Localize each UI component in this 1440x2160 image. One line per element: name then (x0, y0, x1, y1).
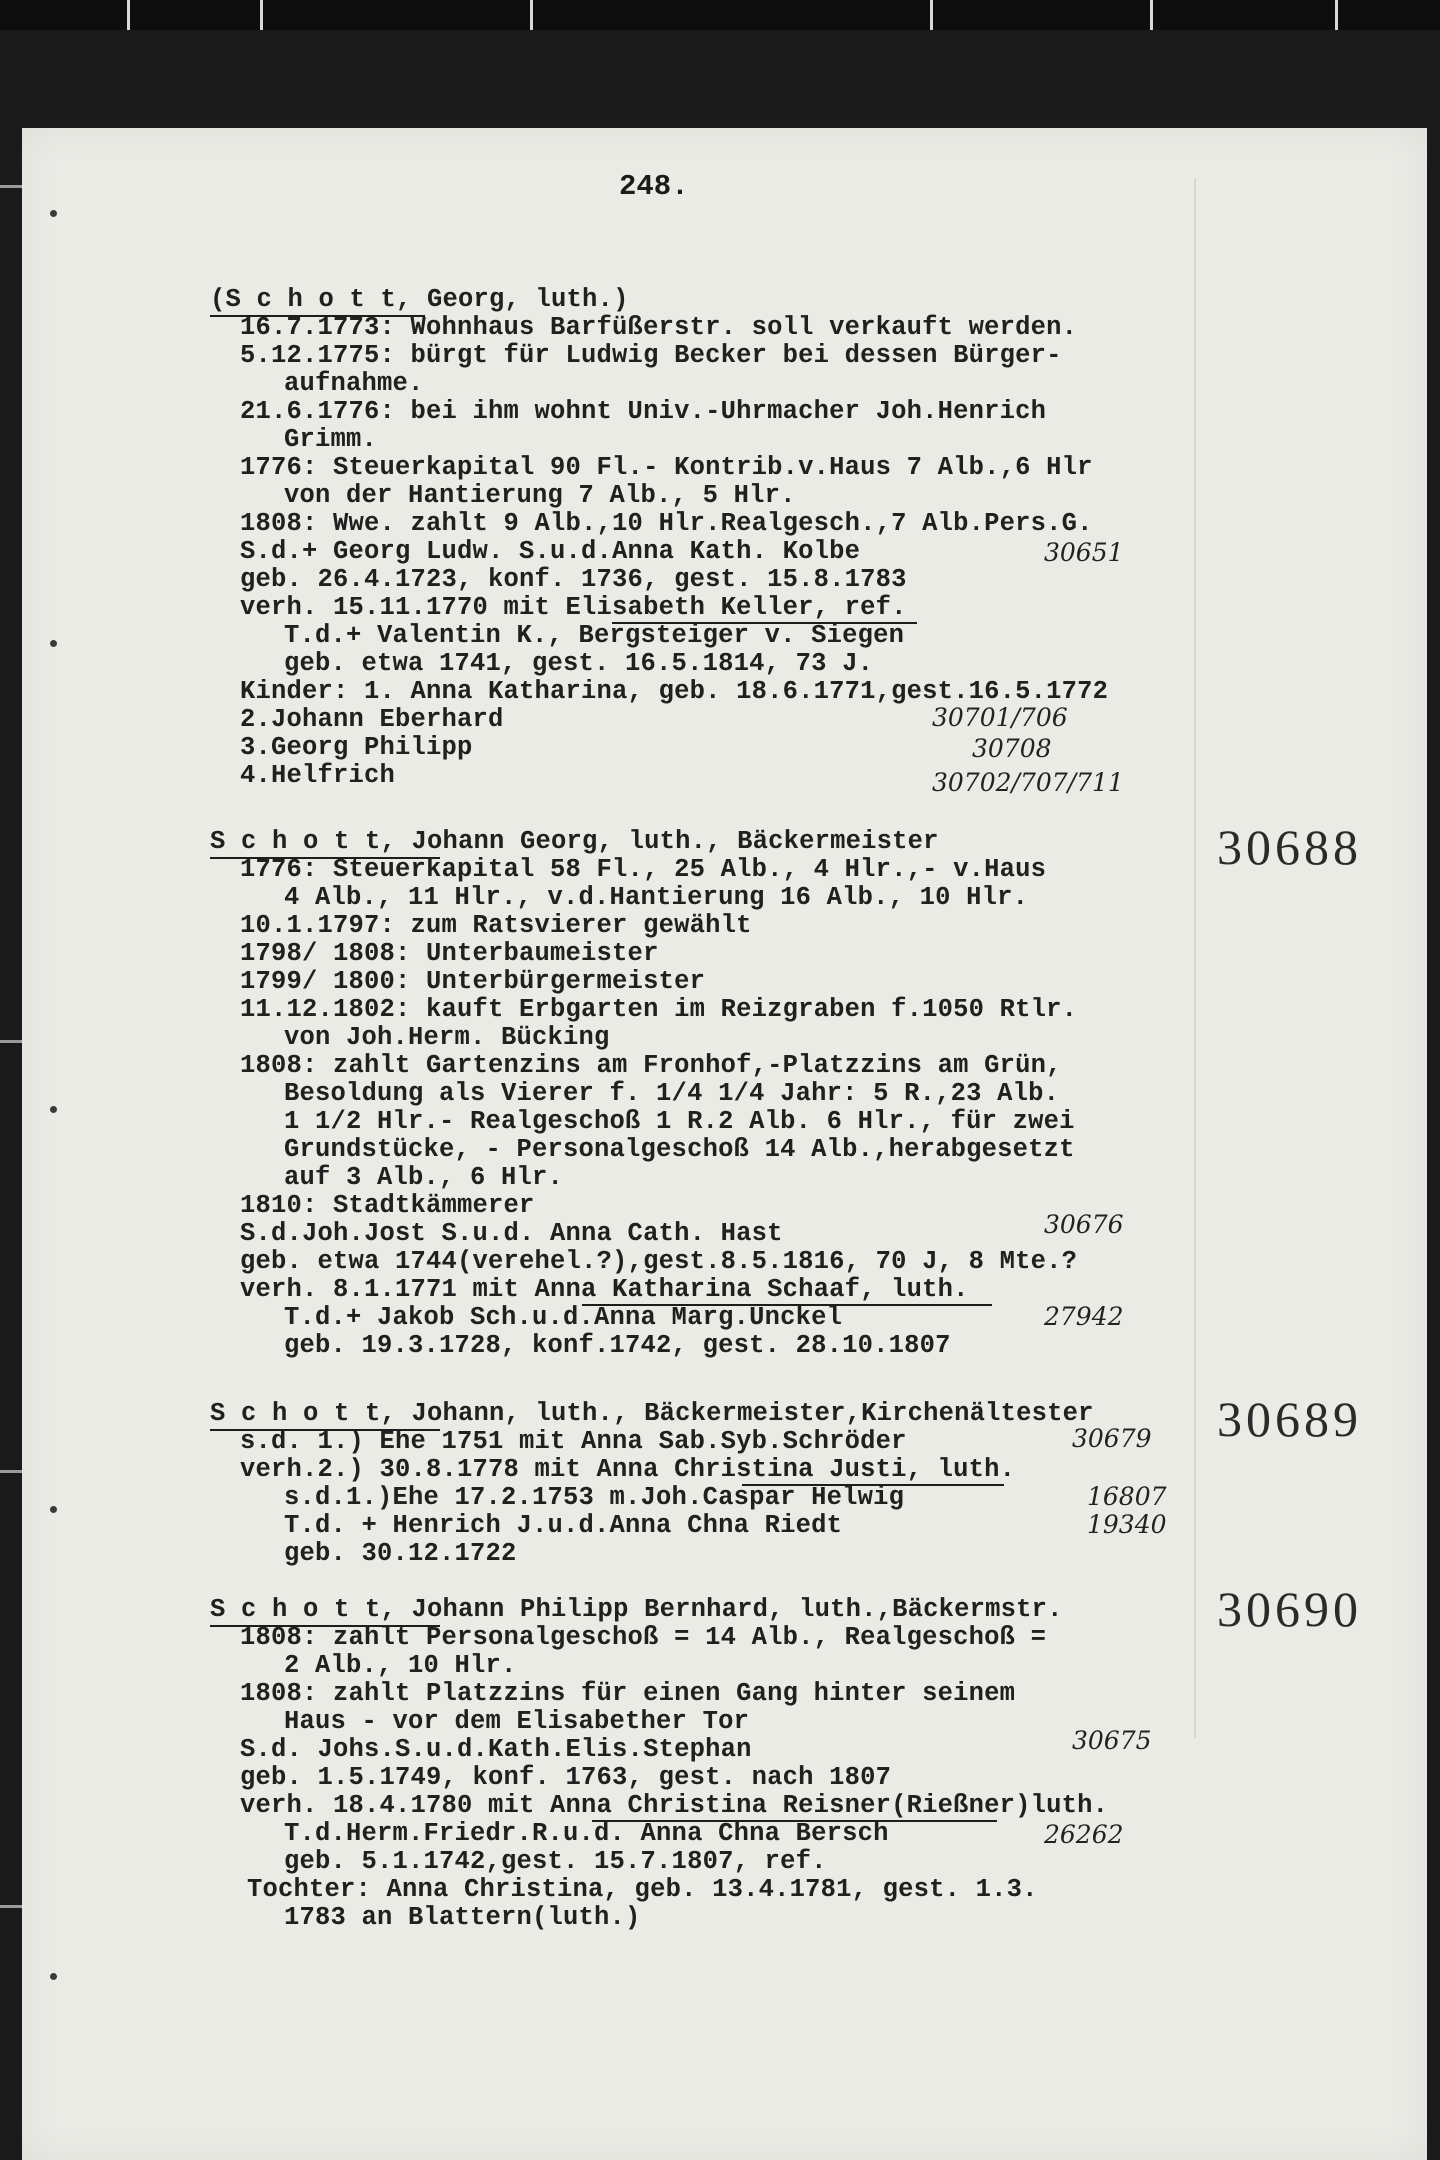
entry-line: T.d.+ Valentin K., Bergsteiger v. Siegen (284, 621, 905, 650)
entry-line: Tochter: Anna Christina, geb. 13.4.1781, gest. 1.3. (247, 1875, 1038, 1904)
entry-line: Haus - vor dem Elisabether Tor (284, 1707, 750, 1736)
entry-line: geb. 19.3.1728, konf.1742, gest. 28.10.1807 (284, 1331, 951, 1360)
entry-line: 1 1/2 Hlr.- Realgeschoß 1 R.2 Alb. 6 Hlr., für zwei (284, 1107, 1075, 1136)
entry-line: 1783 an Blattern(luth.) (284, 1903, 641, 1932)
entry-line: s.d.1.)Ehe 17.2.1753 m.Joh.Caspar Helwig (284, 1483, 905, 1512)
edge-mark (0, 1470, 22, 1473)
entry-line: 4 Alb., 11 Hlr., v.d.Hantierung 16 Alb., 10 Hlr. (284, 883, 1029, 912)
entry-id: 30688 (1217, 819, 1362, 875)
entry-line: von Joh.Herm. Bücking (284, 1023, 610, 1052)
entry-line: 1808: Wwe. zahlt 9 Alb.,10 Hlr.Realgesch.,7 Alb.Pers.G. (240, 509, 1093, 538)
entry-line: 2.Johann Eberhard (240, 705, 504, 734)
entry-line: 1799/ 1800: Unterbürgermeister (240, 967, 706, 996)
entry-line: T.d.Herm.Friedr.R.u.d. Anna Chna Bersch (284, 1819, 889, 1848)
entry-line: auf 3 Alb., 6 Hlr. (284, 1163, 564, 1192)
page-fold-line (1194, 178, 1196, 1738)
entry-line: s.d. 1.) Ehe 1751 mit Anna Sab.Syb.Schröder (240, 1427, 907, 1456)
entry-line: 1798/ 1808: Unterbaumeister (240, 939, 659, 968)
entry-line: Besoldung als Vierer f. 1/4 1/4 Jahr: 5 R.,23 Alb. (284, 1079, 1060, 1108)
entry-line: geb. etwa 1744(verehel.?),gest.8.5.1816, 70 J, 8 Mte.? (240, 1247, 1078, 1276)
scanner-tick (930, 0, 933, 30)
handwritten-note: 30701/706 (932, 703, 1068, 732)
entry-line: Kinder: 1. Anna Katharina, geb. 18.6.1771,gest.16.5.1772 (240, 677, 1109, 706)
entry-line: 5.12.1775: bürgt für Ludwig Becker bei dessen Bürger- (240, 341, 1062, 370)
page-number: 248. (619, 170, 689, 203)
handwritten-note: 30651 (1044, 538, 1124, 567)
entry-line: verh. 18.4.1780 mit Anna Christina Reisner(Rießner)luth. (240, 1791, 1109, 1820)
entry-line: 1808: zahlt Gartenzins am Fronhof,-Platzzins am Grün, (240, 1051, 1062, 1080)
entry-line: 2 Alb., 10 Hlr. (284, 1651, 517, 1680)
entry-line: geb. 5.1.1742,gest. 15.7.1807, ref. (284, 1847, 827, 1876)
entry-line: 16.7.1773: Wohnhaus Barfüßerstr. soll verkauft werden. (240, 313, 1078, 342)
entry-line: geb. 30.12.1722 (284, 1539, 517, 1568)
scanner-tick (127, 0, 130, 30)
handwritten-note: 30708 (972, 734, 1052, 763)
scanner-tick (530, 0, 533, 30)
entry-line: verh. 8.1.1771 mit Anna Katharina Schaaf, luth. (240, 1275, 969, 1304)
entry-line: verh.2.) 30.8.1778 mit Anna Christina Justi, luth. (240, 1455, 1016, 1484)
handwritten-note: 16807 (1087, 1482, 1167, 1511)
entry-line: 21.6.1776: bei ihm wohnt Univ.-Uhrmacher Joh.Henrich (240, 397, 1047, 426)
handwritten-note: 19340 (1087, 1510, 1167, 1539)
scanner-tick (260, 0, 263, 30)
scanner-tick (1150, 0, 1153, 30)
entry-id: 30690 (1217, 1581, 1362, 1637)
entry-line: T.d.+ Jakob Sch.u.d.Anna Marg.Unckel (284, 1303, 843, 1332)
punch-hole (50, 1973, 57, 1980)
entry-header: (S c h o t t, Georg, luth.) (210, 285, 629, 314)
entry-line: 11.12.1802: kauft Erbgarten im Reizgraben f.1050 Rtlr. (240, 995, 1078, 1024)
entry-line: aufnahme. (284, 369, 424, 398)
handwritten-note: 30702/707/711 (932, 768, 1124, 797)
punch-hole (50, 640, 57, 647)
scanner-top-strip (0, 0, 1440, 30)
handwritten-note: 26262 (1044, 1820, 1124, 1849)
entry-line: S.d.+ Georg Ludw. S.u.d.Anna Kath. Kolbe (240, 537, 861, 566)
handwritten-note: 30676 (1044, 1210, 1124, 1239)
entry-line: S.d. Johs.S.u.d.Kath.Elis.Stephan (240, 1735, 752, 1764)
entry-line: geb. 26.4.1723, konf. 1736, gest. 15.8.1783 (240, 565, 907, 594)
entry-id: 30689 (1217, 1391, 1362, 1447)
entry-line: Grundstücke, - Personalgeschoß 14 Alb.,herabgesetzt (284, 1135, 1075, 1164)
entry-header: S c h o t t, Johann Georg, luth., Bäckermeister (210, 827, 939, 856)
entry-line: S.d.Joh.Jost S.u.d. Anna Cath. Hast (240, 1219, 783, 1248)
punch-hole (50, 1106, 57, 1113)
entry-line: 1776: Steuerkapital 58 Fl., 25 Alb., 4 Hlr.,- v.Haus (240, 855, 1047, 884)
entry-line: 10.1.1797: zum Ratsvierer gewählt (240, 911, 752, 940)
entry-line: geb. 1.5.1749, konf. 1763, gest. nach 1807 (240, 1763, 892, 1792)
entry-line: Grimm. (284, 425, 378, 454)
edge-mark (0, 185, 22, 188)
entry-header: S c h o t t, Johann Philipp Bernhard, luth.,Bäckermstr. (210, 1595, 1063, 1624)
entry-line: 3.Georg Philipp (240, 733, 473, 762)
handwritten-note: 30675 (1072, 1726, 1152, 1755)
entry-header: S c h o t t, Johann, luth., Bäckermeister,Kirchenältester (210, 1399, 1094, 1428)
document-page (22, 128, 1427, 2160)
entry-line: 1808: zahlt Personalgeschoß = 14 Alb., Realgeschoß = (240, 1623, 1047, 1652)
edge-mark (0, 1905, 22, 1908)
entry-line: 4.Helfrich (240, 761, 396, 790)
handwritten-note: 30679 (1072, 1424, 1152, 1453)
entry-line: von der Hantierung 7 Alb., 5 Hlr. (284, 481, 796, 510)
entry-line: 1776: Steuerkapital 90 Fl.- Kontrib.v.Haus 7 Alb.,6 Hlr (240, 453, 1093, 482)
entry-line: geb. etwa 1741, gest. 16.5.1814, 73 J. (284, 649, 874, 678)
entry-line: T.d. + Henrich J.u.d.Anna Chna Riedt (284, 1511, 843, 1540)
punch-hole (50, 1506, 57, 1513)
punch-hole (50, 210, 57, 217)
edge-mark (0, 1040, 22, 1043)
entry-line: 1808: zahlt Platzzins für einen Gang hinter seinem (240, 1679, 1016, 1708)
entry-line: 1810: Stadtkämmerer (240, 1191, 535, 1220)
scanner-tick (1335, 0, 1338, 30)
entry-line: verh. 15.11.1770 mit Elisabeth Keller, ref. (240, 593, 907, 622)
handwritten-note: 27942 (1044, 1302, 1124, 1331)
